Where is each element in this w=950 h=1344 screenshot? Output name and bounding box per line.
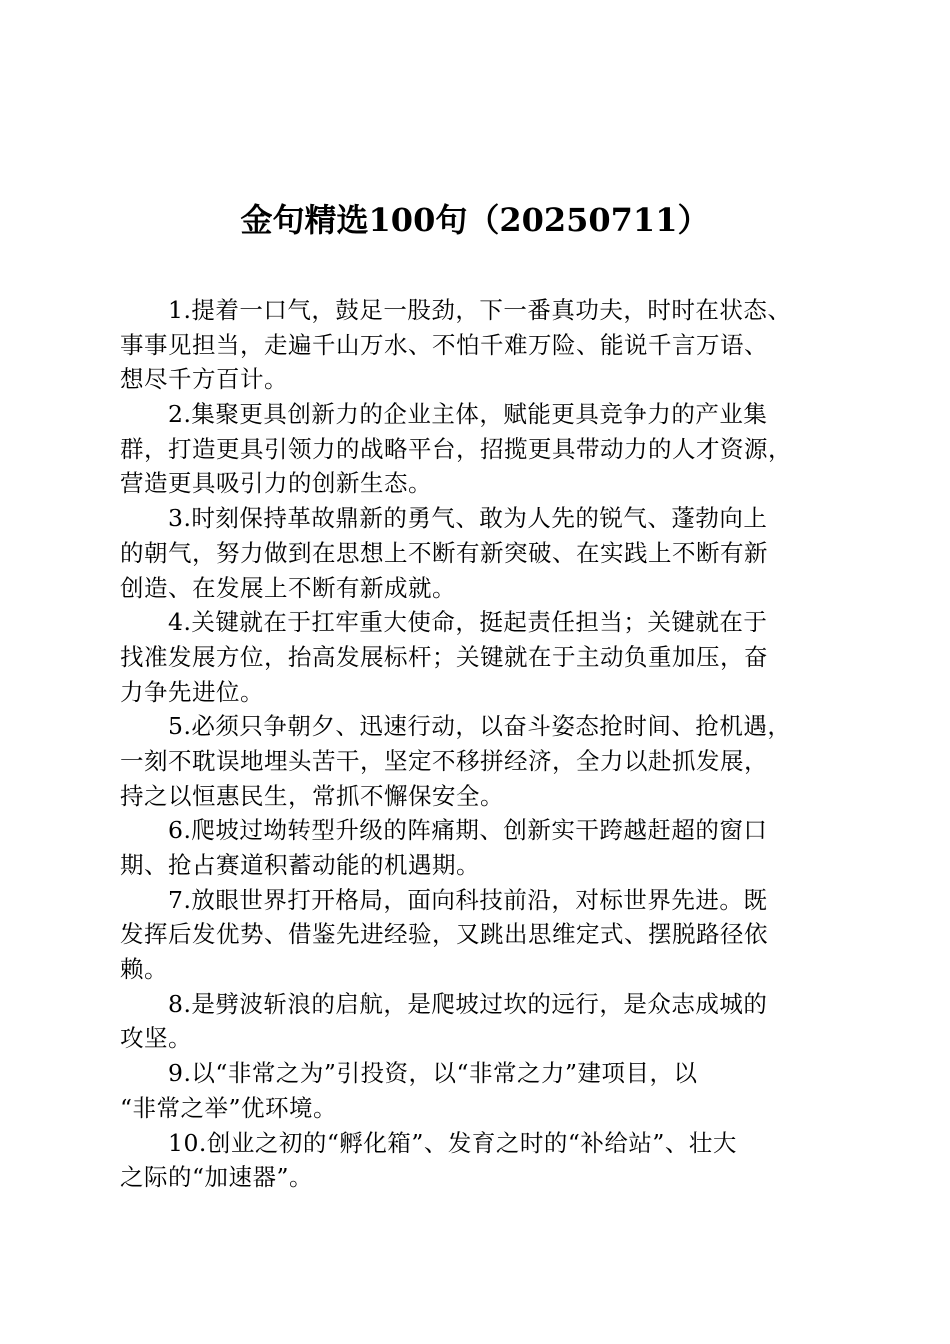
text-line: 7.放眼世界打开格局，面向科技前沿，对标世界先进。既 xyxy=(168,885,768,914)
document-title: 金句精选100句（20250711） xyxy=(240,201,710,239)
quote-paragraph xyxy=(120,397,845,501)
text-line: 群，打造更具引领力的战略平台，招揽更具带动力的人才资源， xyxy=(120,434,792,463)
quote-paragraph xyxy=(120,987,845,1056)
quote-paragraph xyxy=(120,293,845,397)
text-line: 力争先进位。 xyxy=(120,677,264,706)
text-line: 2.集聚更具创新力的企业主体，赋能更具竞争力的产业集 xyxy=(168,400,768,429)
text-line: 赖。 xyxy=(120,955,168,984)
text-line: 8.是劈波斩浪的启航，是爬坡过坎的远行，是众志成城的 xyxy=(168,989,768,1018)
text-line: 找准发展方位，抬高发展标杆；关键就在于主动负重加压，奋 xyxy=(120,642,768,671)
text-line: 期、抢占赛道积蓄动能的机遇期。 xyxy=(120,851,480,879)
text-line: 攻坚。 xyxy=(120,1024,192,1053)
text-line: 9.以“非常之为”引投资，以“非常之力”建项目，以 xyxy=(168,1059,698,1088)
text-line: 发挥后发优势、借鉴先进经验，又跳出思维定式、摆脱路径依 xyxy=(120,920,768,949)
quote-paragraph xyxy=(120,1056,845,1125)
text-line: 事事见担当，走遍千山万水、不怕千难万险、能说千言万语、 xyxy=(120,330,768,359)
quote-paragraph xyxy=(120,813,845,882)
quote-paragraph xyxy=(120,709,845,813)
text-line: 4.关键就在于扛牢重大使命，挺起责任担当；关键就在于 xyxy=(168,608,768,637)
text-line: 一刻不耽误地埋头苦干，坚定不移拼经济，全力以赴抓发展， xyxy=(120,746,768,775)
text-line: 1.提着一口气，鼓足一股劲，下一番真功夫，时时在状态、 xyxy=(168,296,792,324)
quote-paragraph xyxy=(120,1126,845,1195)
text-line: 的朝气，努力做到在思想上不断有新突破、在实践上不断有新 xyxy=(120,538,768,567)
text-line: 持之以恒惠民生，常抓不懈保安全。 xyxy=(120,781,504,810)
text-line: 营造更具吸引力的创新生态。 xyxy=(120,469,432,498)
text-line: 10.创业之初的“孵化箱”、发育之时的“补给站”、壮大 xyxy=(168,1128,737,1157)
text-line: 5.必须只争朝夕、迅速行动，以奋斗姿态抢时间、抢机遇， xyxy=(168,712,792,741)
quote-paragraph xyxy=(120,605,845,709)
text-line: 6.爬坡过坳转型升级的阵痛期、创新实干跨越赶超的窗口 xyxy=(168,816,768,845)
document-body xyxy=(120,293,845,1195)
quote-paragraph xyxy=(120,883,845,987)
text-line: 创造、在发展上不断有新成就。 xyxy=(120,573,456,602)
text-line: “非常之举”优环境。 xyxy=(120,1093,338,1122)
text-line: 3.时刻保持革故鼎新的勇气、敢为人先的锐气、蓬勃向上 xyxy=(168,504,768,533)
quote-paragraph xyxy=(120,501,845,605)
text-line: 想尽千方百计。 xyxy=(120,365,288,394)
text-line: 之际的“加速器”。 xyxy=(120,1163,314,1192)
